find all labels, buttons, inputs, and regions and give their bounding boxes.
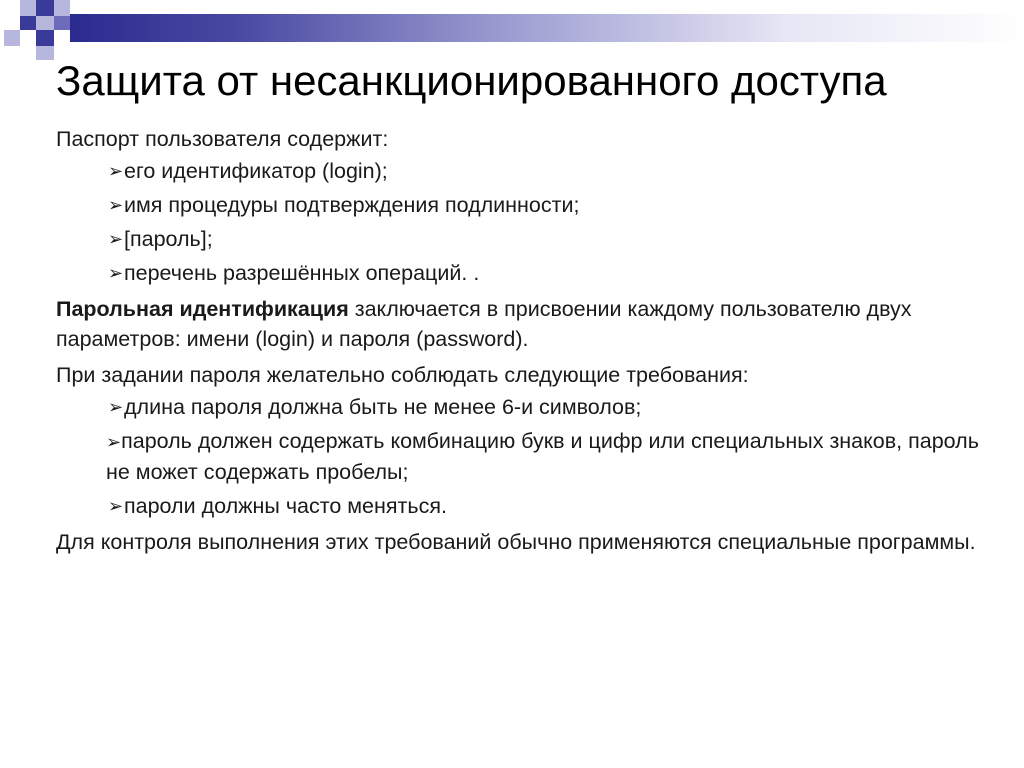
password-identification-text: заключается в присвоении каждому пользователю двух параметров: имени (login) и пароля (password).	[56, 297, 912, 351]
passport-list	[56, 156, 986, 288]
password-identification-paragraph	[56, 294, 986, 354]
arrow-bullet-icon: ➢	[106, 432, 122, 452]
conclusion-paragraph: Для контроля выполнения этих требований обычно применяются специальные программы.	[56, 530, 976, 554]
decor-square	[20, 16, 36, 30]
arrow-bullet-icon: ➢	[108, 229, 124, 249]
decor-square	[4, 30, 20, 46]
list-item-text: пароль должен содержать комбинацию букв и цифр или специальных знаков, пароль не может содержать пробелы;	[106, 429, 979, 484]
decor-square	[36, 30, 54, 46]
list-item-text: его идентификатор (login);	[124, 159, 388, 183]
list-item-text: имя процедуры подтверждения подлинности;	[124, 193, 580, 217]
requirements-list	[56, 392, 986, 521]
list-item-text: перечень разрешённых операций. .	[124, 261, 480, 285]
list-item-text: пароли должны часто меняться.	[124, 494, 447, 518]
requirements-intro: При задании пароля желательно соблюдать следующие требования:	[56, 363, 749, 387]
arrow-bullet-icon: ➢	[108, 397, 124, 417]
decor-square	[20, 0, 36, 16]
list-item	[56, 491, 986, 521]
list-item	[56, 392, 986, 422]
slide-body	[56, 124, 986, 563]
list-item	[56, 258, 986, 288]
decor-square	[54, 16, 70, 30]
slide-title: Защита от несанкционированного доступа	[56, 57, 887, 104]
password-identification-term: Парольная идентификация	[56, 297, 349, 321]
arrow-bullet-icon: ➢	[108, 161, 124, 181]
header-gradient-bar	[70, 14, 1024, 42]
arrow-bullet-icon: ➢	[108, 195, 124, 215]
list-item	[56, 156, 986, 186]
decor-square	[36, 16, 54, 30]
list-item	[56, 190, 986, 220]
decor-square	[36, 0, 54, 16]
arrow-bullet-icon: ➢	[108, 496, 124, 516]
decor-square	[54, 0, 70, 16]
list-item	[56, 224, 986, 254]
list-item-text: [пароль];	[124, 227, 213, 251]
passport-intro: Паспорт пользователя содержит:	[56, 127, 389, 151]
arrow-bullet-icon: ➢	[108, 263, 124, 283]
list-item-text: длина пароля должна быть не менее 6-и символов;	[124, 395, 642, 419]
list-item	[56, 426, 986, 487]
decor-square	[36, 46, 54, 60]
